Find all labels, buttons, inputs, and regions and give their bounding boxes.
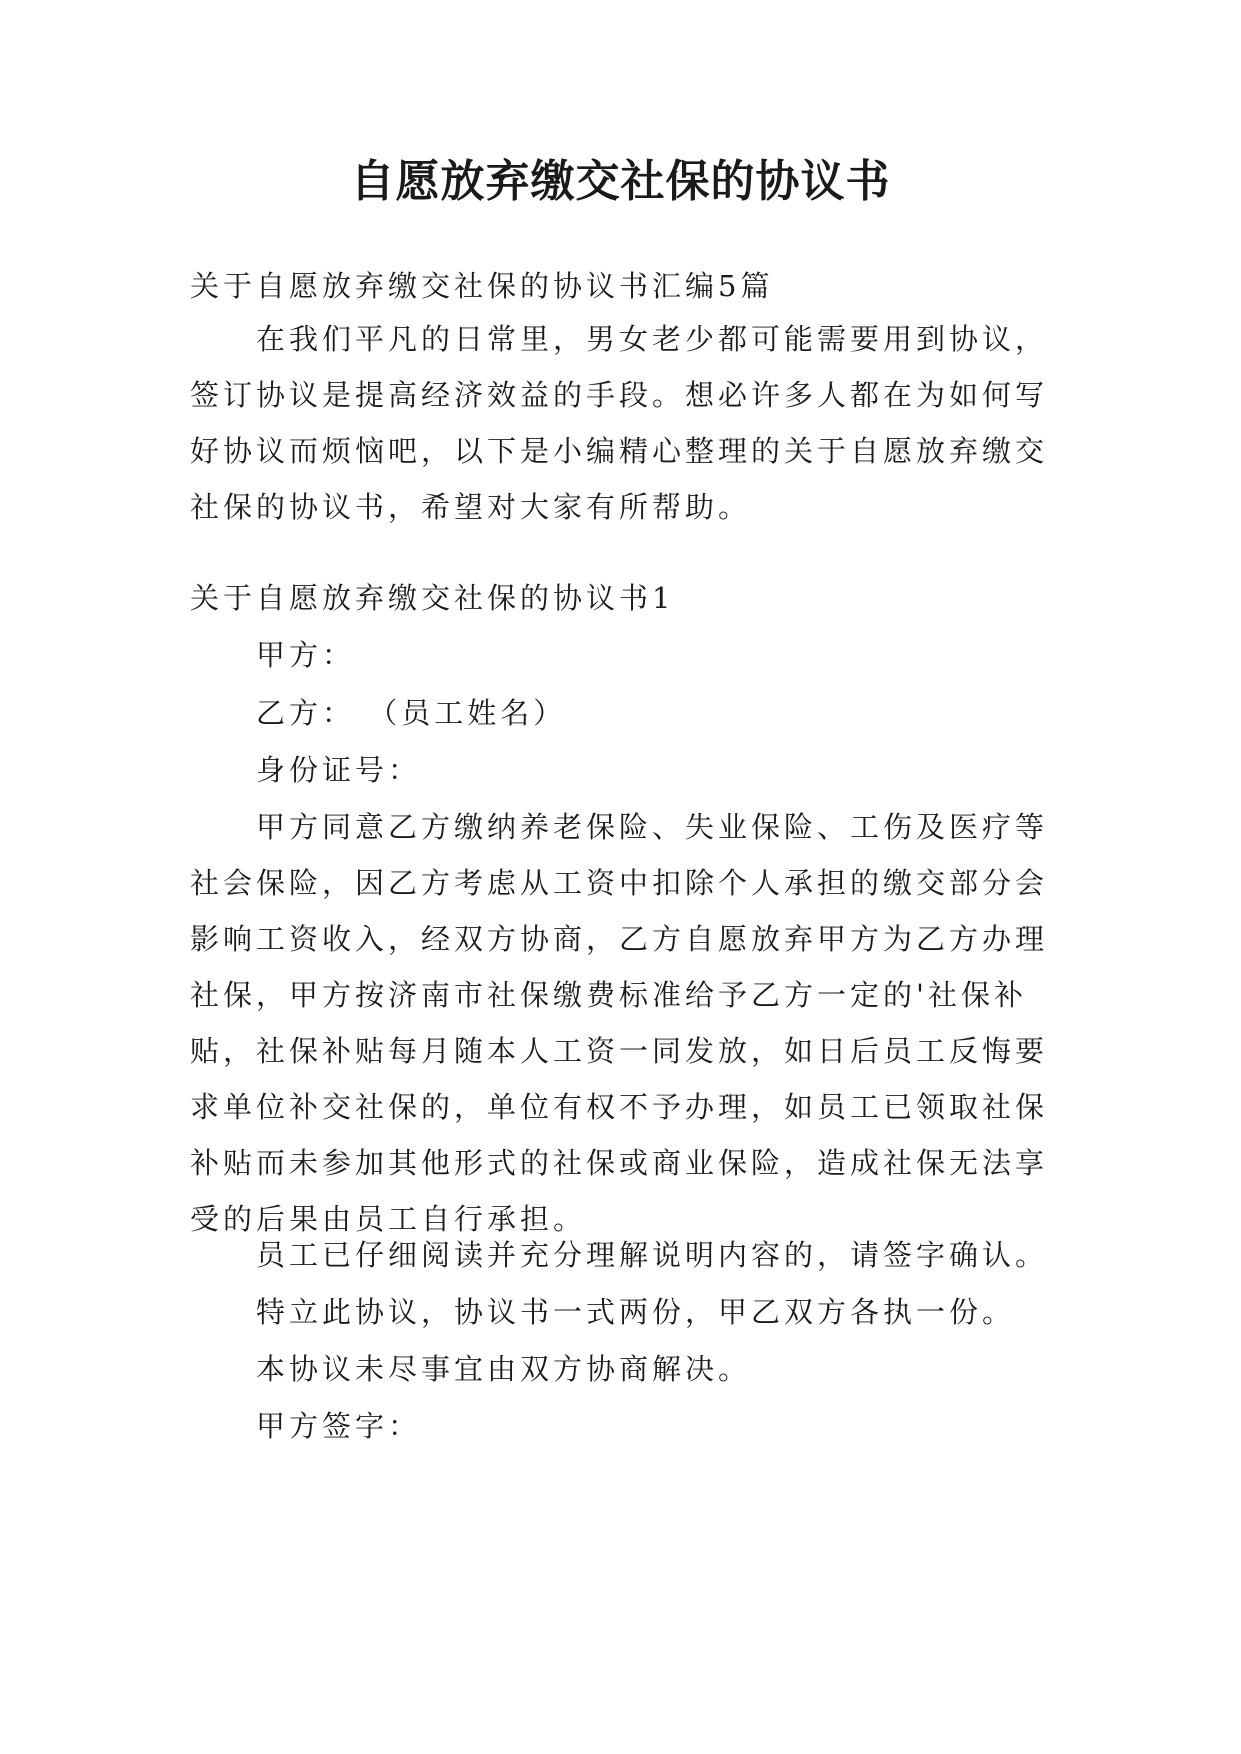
confirm-clause: 员工已仔细阅读并充分理解说明内容的，请签字确认。 bbox=[256, 1238, 1049, 1272]
main-clause-paragraph: 甲方同意乙方缴纳养老保险、失业保险、工伤及医疗等社会保险，因乙方考虑从工资中扣除个人承担的缴交部分会影响工资收入，经双方协商，乙方自愿放弃甲方为乙方办理社保，甲方按济南市社保缴费标准给予乙方一定的'社保补贴，社保补贴每月随本人工资一同发放，如日后员工反悔要求单位补交社保的，单位有权不予办理，如员工已领取社保补贴而未参加其他形式的社保或商业保险，造成社保无法享受的后果由员工自行承担。 bbox=[190, 810, 1049, 1236]
section-heading: 关于自愿放弃缴交社保的协议书1 bbox=[190, 581, 675, 615]
collection-subtitle: 关于自愿放弃缴交社保的协议书汇编5篇 bbox=[190, 269, 774, 303]
document-title: 自愿放弃缴交社保的协议书 bbox=[350, 156, 891, 207]
id-number-label: 身份证号： bbox=[256, 753, 422, 787]
party-a-signature-label: 甲方签字： bbox=[256, 1409, 422, 1443]
party-a-label: 甲方： bbox=[256, 638, 356, 672]
copies-clause: 特立此协议，协议书一式两份，甲乙双方各执一份。 bbox=[256, 1295, 1016, 1329]
intro-paragraph: 在我们平凡的日常里，男女老少都可能需要用到协议，签订协议是提高经济效益的手段。想必许多人都在为如何写好协议而烦恼吧，以下是小编精心整理的关于自愿放弃缴交社保的协议书，希望对大家有所帮助。 bbox=[190, 322, 1049, 524]
unresolved-matters-clause: 本协议未尽事宜由双方协商解决。 bbox=[256, 1352, 752, 1386]
party-b-label: 乙方： （员工姓名） bbox=[256, 696, 567, 730]
